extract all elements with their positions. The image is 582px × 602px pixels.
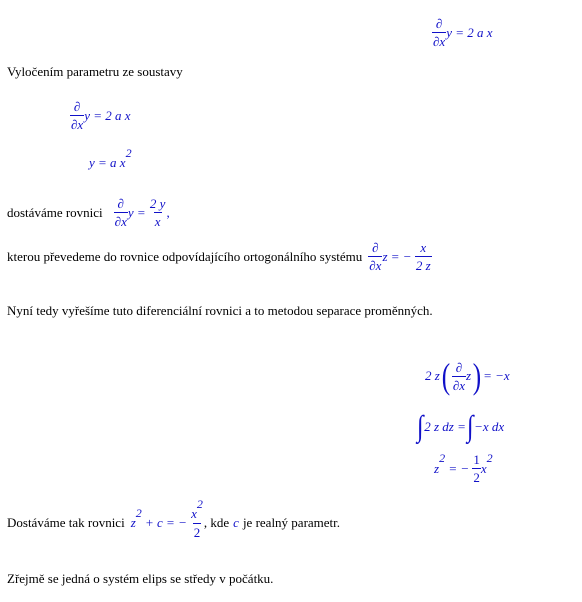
paragraph-3 xyxy=(7,240,432,273)
equation-top xyxy=(432,16,493,49)
eq-sign: = − xyxy=(448,460,470,476)
integral-lhs: 2 z dz = xyxy=(424,419,466,434)
integral-rhs: −x dx xyxy=(474,419,505,434)
eq-rhs: = −x xyxy=(483,368,510,383)
paragraph-text: dostáváme rovnici xyxy=(7,204,103,220)
partial-fraction: $\frac{\partial}{\partial x}$ xyxy=(71,99,84,132)
eq-var: z xyxy=(130,515,136,530)
eq-lhs: 2 z xyxy=(425,368,440,383)
fraction: $\frac{x2}{2}$ xyxy=(191,497,203,540)
left-paren: ( xyxy=(441,356,451,396)
paragraph-2 xyxy=(7,196,170,229)
equation-inline xyxy=(368,240,431,273)
paragraph-6: Zřejmě se jedná o systém elips se středy v počátku. xyxy=(7,571,274,586)
fraction: $\frac{x}{2 z}$ xyxy=(415,240,431,273)
partial-fraction: $\frac{\partial}{\partial x}$ xyxy=(433,16,446,49)
exponent: 2 xyxy=(125,146,132,160)
paragraph-text: je realný parametr. xyxy=(242,515,341,530)
exponent: 2 xyxy=(486,451,493,465)
paragraph-text: kterou převedeme do rovnice odpovídajícího ortogonálního systému xyxy=(7,248,363,264)
eq-lhs: y = a x xyxy=(89,155,126,170)
eq-lhs: y xyxy=(84,107,90,123)
exponent: 2 xyxy=(439,451,446,465)
equation-inline xyxy=(130,497,204,540)
eq-var: x xyxy=(480,460,487,476)
eq-mid: + c = − xyxy=(145,515,187,530)
integral-sign: ∫ xyxy=(466,410,474,443)
eq-mid: z xyxy=(466,368,472,383)
paragraph-1: Vyločením parametru ze soustavy xyxy=(7,64,183,79)
solution-line-3 xyxy=(434,452,493,485)
partial-fraction: $\frac{\partial}{\partial x}$ xyxy=(452,359,466,393)
fraction: $\frac{1}{2}$ xyxy=(473,452,480,485)
eq-rhs: = 2 a x xyxy=(455,24,493,40)
eq-lhs: y xyxy=(446,24,452,40)
exponent: 2 xyxy=(135,505,142,520)
eq-rhs: = 2 a x xyxy=(93,107,131,123)
paragraph-5 xyxy=(7,497,341,540)
solution-line-1 xyxy=(425,358,510,394)
eq-lhs: z xyxy=(434,460,440,476)
paragraph-4: Nyní tedy vyřešíme tuto diferenciální rovnici a to metodou separace proměnných. xyxy=(7,303,433,318)
eq-lhs: z = − xyxy=(382,248,412,264)
partial-fraction: $\frac{\partial}{\partial x}$ xyxy=(114,196,127,229)
paragraph-text: Dostáváme tak rovnici xyxy=(7,515,125,530)
eq-var: c xyxy=(233,515,239,530)
fraction: $\frac{2 y}{x}$ xyxy=(149,196,166,229)
system-eq-2 xyxy=(89,146,132,171)
eq-lhs: y = xyxy=(127,204,146,220)
paragraph-text: , kde xyxy=(203,515,230,530)
comma: , xyxy=(166,204,170,220)
right-paren: ) xyxy=(472,356,482,396)
equation-inline xyxy=(114,196,170,229)
partial-fraction: $\frac{\partial}{\partial x}$ xyxy=(369,240,382,273)
integral-sign: ∫ xyxy=(416,410,424,443)
system-eq-1 xyxy=(70,99,131,132)
solution-line-2 xyxy=(416,412,504,442)
